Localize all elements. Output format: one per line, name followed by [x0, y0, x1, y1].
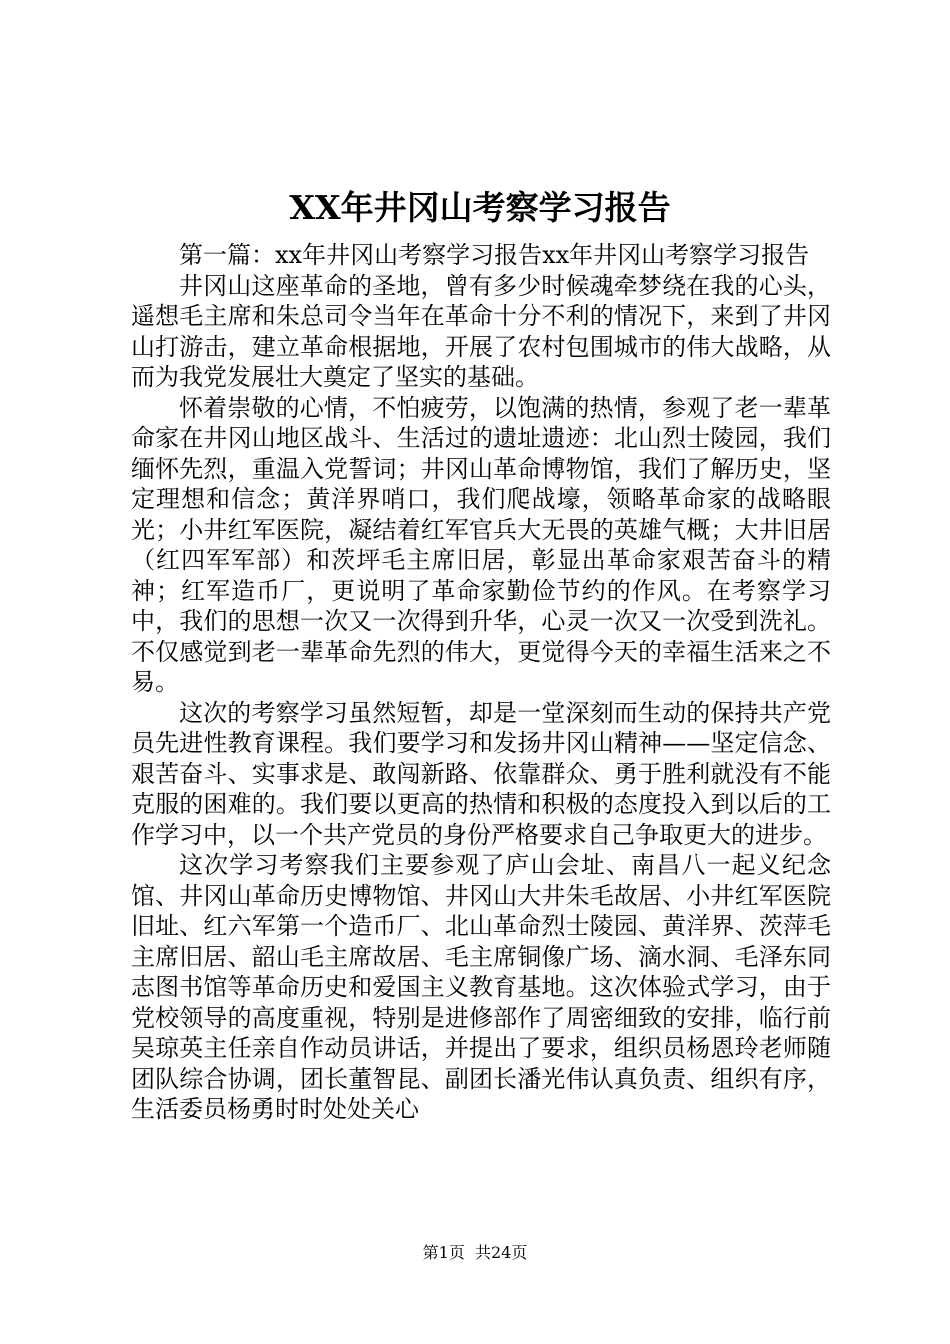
paragraph: 第一篇：xx年井冈山考察学习报告xx年井冈山考察学习报告	[179, 241, 810, 269]
page-footer: 第1页 共24页	[422, 1243, 528, 1262]
paragraph: 这次的考察学习虽然短暂，却是一堂深刻而生动的保持共产党员先进性教育课程。我们要学习和发扬井冈山精神——坚定信念、艰苦奋斗、实事求是、敢闯新路、依靠群众、勇于胜利就没有不能克服的困难的。我们要以更高的热情和积极的态度投入到以后的工作学习中，以一个共产党员的身份严格要求自己争取更大的进步。	[131, 698, 831, 849]
paragraph: 井冈山这座革命的圣地，曾有多少时候魂牵梦绕在我的心头，遥想毛主席和朱总司令当年在革命十分不利的情况下，来到了井冈山打游击，建立革命根据地，开展了农村包围城市的伟大战略，从而为我党发展壮大奠定了坚实的基础。	[131, 271, 831, 391]
paragraph: 这次学习考察我们主要参观了庐山会址、南昌八一起义纪念馆、井冈山革命历史博物馆、井冈山大井朱毛故居、小井红军医院旧址、红六军第一个造币厂、北山革命烈士陵园、黄洋界、茨萍毛主席旧居、韶山毛主席故居、毛主席铜像广场、滴水洞、毛泽东同志图书馆等革命历史和爱国主义教育基地。这次体验式学习，由于党校领导的高度重视，特别是进修部作了周密细致的安排，临行前吴琼英主任亲自作动员讲话，并提出了要求，组织员杨恩玲老师随团队综合协调，团长董智昆、副团长潘光伟认真负责、组织有序，生活委员杨勇时时处处关心	[131, 851, 831, 1123]
document-body	[131, 240, 831, 1125]
document-title: XX年井冈山考察学习报告	[289, 188, 671, 227]
paragraph: 怀着崇敬的心情，不怕疲劳，以饱满的热情，参观了老一辈革命家在井冈山地区战斗、生活过的遗址遗迹：北山烈士陵园，我们缅怀先烈，重温入党誓词；井冈山革命博物馆，我们了解历史，坚定理想和信念；黄洋界哨口，我们爬战壕，领略革命家的战略眼光；小井红军医院，凝结着红军官兵大无畏的英雄气概；大井旧居（红四军军部）和茨坪毛主席旧居，彰显出革命家艰苦奋斗的精神；红军造币厂，更说明了革命家勤俭节约的作风。在考察学习中，我们的思想一次又一次得到升华，心灵一次又一次受到洗礼。不仅感觉到老一辈革命先烈的伟大，更觉得今天的幸福生活来之不易。	[131, 393, 831, 696]
